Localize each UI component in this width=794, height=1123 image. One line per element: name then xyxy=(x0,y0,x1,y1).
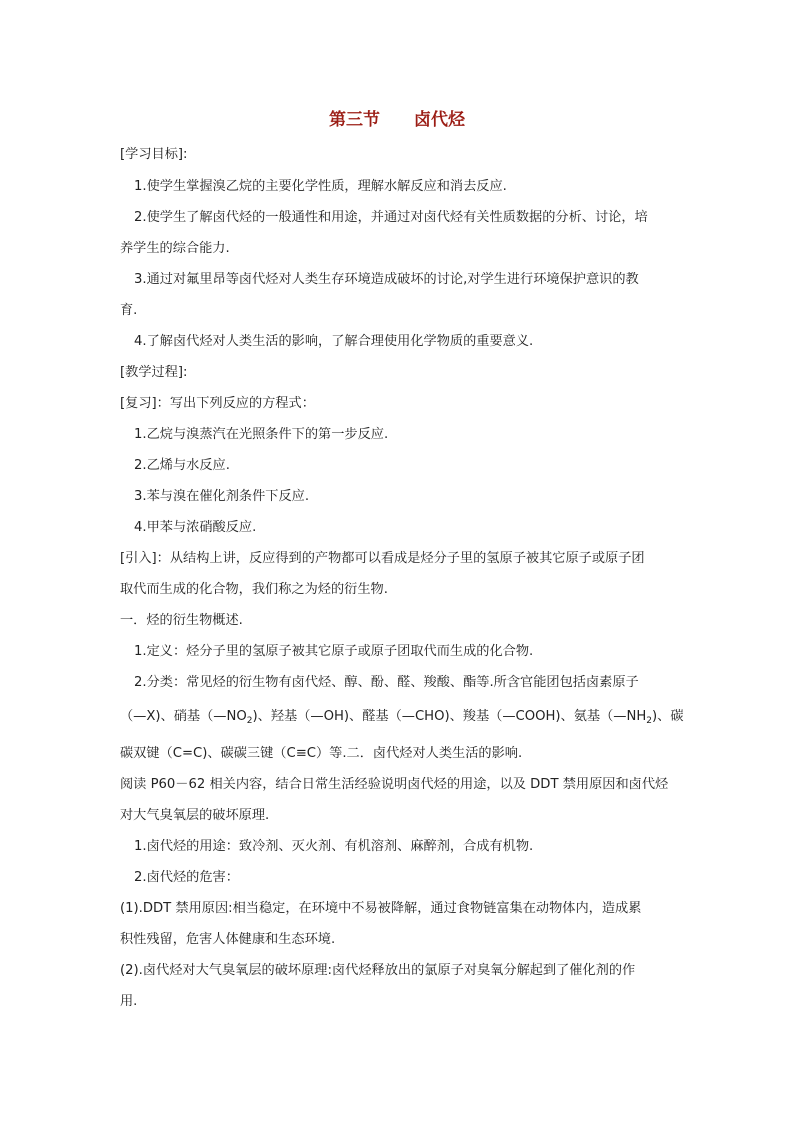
classification-line: 2.分类：常见烃的衍生物有卤代烃、醇、酚、醛、羧酸、酯等.所含官能团包括卤素原子 xyxy=(134,675,639,690)
goal-line: 养学生的综合能力. xyxy=(120,241,230,256)
ddt-line: 积性残留，危害人体健康和生态环境. xyxy=(120,932,336,947)
bonds-line: 碳双键（C=C)、碳碳三键（C≡C）等.二．卤代烃对人类生活的影响. xyxy=(120,746,523,761)
intro-line: [引入]：从结构上讲，反应得到的产物都可以看成是烃分子里的氢原子被其它原子或原子团 xyxy=(120,551,645,566)
review-item: 3.苯与溴在催化剂条件下反应. xyxy=(134,489,310,504)
goal-line: 育. xyxy=(120,303,138,318)
goal-line: 1.使学生掌握溴乙烷的主要化学性质，理解水解反应和消去反应. xyxy=(134,179,507,194)
goal-line: 4.了解卤代烃对人类生活的影响，了解合理使用化学物质的重要意义. xyxy=(134,334,534,349)
reading-line: 阅读 P60－62 相关内容，结合日常生活经验说明卤代烃的用途，以及 DDT 禁用原因和卤代烃 xyxy=(120,777,669,792)
intro-line: 取代而生成的化合物，我们称之为烃的衍生物. xyxy=(120,582,388,597)
review-item: 1.乙烷与溴蒸汽在光照条件下的第一步反应. xyxy=(134,427,389,442)
ozone-line: (2).卤代烃对大气臭氧层的破坏原理:卤代烃释放出的氯原子对臭氧分解起到了催化剂的作 xyxy=(120,963,636,978)
uses-line: 1.卤代烃的用途：致冷剂、灭火剂、有机溶剂、麻醉剂，合成有机物. xyxy=(134,839,534,854)
title-topic: 卤代烃 xyxy=(414,110,465,130)
title-section-number: 第三节 xyxy=(329,110,380,130)
hazards-heading: 2.卤代烃的危害： xyxy=(134,870,239,885)
goal-line: 3.通过对氟里昂等卤代烃对人类生存环境造成破坏的讨论,对学生进行环境保护意识的教 xyxy=(134,272,639,287)
review-item: 2.乙烯与水反应. xyxy=(134,458,230,473)
page-title xyxy=(0,105,794,130)
section1-heading: 一．烃的衍生物概述. xyxy=(120,613,243,628)
ozone-line: 用. xyxy=(120,994,138,1009)
goals-heading: [学习目标]: xyxy=(120,147,188,162)
process-heading: [教学过程]: xyxy=(120,365,188,380)
definition-line: 1.定义：烃分子里的氢原子被其它原子或原子团取代而生成的化合物. xyxy=(134,644,534,659)
review-item: 4.甲苯与浓硝酸反应. xyxy=(134,520,257,535)
review-heading: [复习]：写出下列反应的方程式： xyxy=(120,396,315,411)
functional-groups-line: （—X)、硝基$(—NO_2)$、羟基（—OH)、醛基（—CHO)、羧基（—COOH)、氨基$(—NH_2)$、碳 xyxy=(120,709,684,726)
goal-line: 2.使学生了解卤代烃的一般通性和用途，并通过对卤代烃有关性质数据的分析、讨论，培 xyxy=(134,210,648,225)
ddt-line: (1).DDT 禁用原因:相当稳定，在环境中不易被降解，通过食物链富集在动物体内，造成累 xyxy=(120,901,642,916)
reading-line: 对大气臭氧层的破坏原理. xyxy=(120,808,270,823)
